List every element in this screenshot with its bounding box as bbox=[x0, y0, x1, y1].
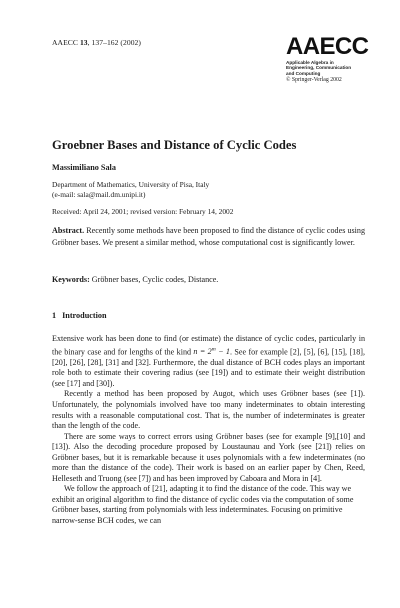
paper-title: Groebner Bases and Distance of Cyclic Codes bbox=[52, 138, 297, 152]
journal-volume: 13 bbox=[79, 38, 88, 47]
section-heading bbox=[52, 311, 107, 320]
journal-reference bbox=[52, 38, 141, 47]
abstract-text: Recently some methods have been proposed to find the distance of cyclic codes using Gröbner bases. We present a similar method, whose computational cost is significantly lower. bbox=[52, 226, 365, 247]
paragraph: We follow the approach of [21], adapting it to find the distance of the code. This way we exhibit an original algorithm to find the distance of cyclic codes via the computation of some Gröbner bases, starting from polynomials with less indeterminates. Focusing on primitive narrow-sense BCH codes, we can bbox=[52, 484, 354, 525]
email-line: (e-mail: sala@mail.dm.unipi.it) bbox=[52, 190, 146, 200]
affiliation-line: Department of Mathematics, University of Pisa, Italy bbox=[52, 180, 210, 189]
journal-pages-year: , 137–162 (2002) bbox=[87, 38, 141, 47]
journal-logo bbox=[286, 33, 369, 84]
paragraph-text: Extensive work has been done to find (or estimate) the distance of cyclic codes, particularly in the binary case and for lengths of the kind bbox=[52, 334, 365, 357]
logo-subtitle-line1: Applicable Algebra in bbox=[286, 60, 334, 65]
author-affiliation bbox=[52, 180, 209, 200]
keywords-text: Gröbner bases, Cyclic codes, Distance. bbox=[91, 275, 219, 284]
paragraph: Recently a method has been proposed by Augot, which uses Gröbner bases (see [1]). Unfortunately, the polynomials involved have too many indeterminates to obtain interesting results with a reasonable computational cost. That is, the number of indeterminates is greater than the length of the code. bbox=[52, 389, 365, 431]
paragraph: There are some ways to correct errors using Gröbner bases (see for example [9],[10] and [13]). Also the decoding procedure proposed by Loustaunau and York (see [21]) relies on Gröbner bases, but it is remarkable because it uses polynomials with a few indeterminates (no more than the distance of the code). Their work is based on an earlier paper by Chen, Reed, Helleseth and Truong (see [7]) and has been improved by Caboara and Mora in [4]. bbox=[52, 431, 365, 483]
math-expression: $n = 2^m - 1$ bbox=[193, 346, 230, 357]
keywords bbox=[52, 275, 218, 284]
section-number: 1 bbox=[52, 311, 57, 320]
section-title: Introduction bbox=[62, 311, 107, 320]
journal-abbrev: AAECC bbox=[52, 38, 78, 47]
keywords-label: Keywords: bbox=[52, 275, 90, 284]
body-text bbox=[52, 334, 365, 527]
logo-subtitle-line3: and Computing bbox=[286, 70, 321, 76]
paragraph-text: . See for example [2], [5], [6], [15], [18], [20], [26], [28], [31] and [32]. Furthermore, the dual distance of BCH codes plays an important role both to estimate their covering radius (see [19]) and to estimate their weight distribution (see [17] and [30]). bbox=[52, 347, 365, 388]
logo-subtitle bbox=[286, 60, 366, 76]
received-dates: Received: April 24, 2001; revised version: February 14, 2002 bbox=[52, 207, 234, 216]
logo-copyright: © Springer-Verlag 2002 bbox=[286, 77, 342, 84]
math-exponent: m bbox=[211, 346, 216, 353]
logo-wordmark: AAECC bbox=[286, 33, 369, 60]
abstract bbox=[52, 225, 365, 248]
paragraph bbox=[52, 334, 365, 389]
abstract-label: Abstract. bbox=[52, 226, 85, 235]
logo-subtitle-line2: Engineering, Communication bbox=[286, 65, 352, 71]
author-name: Massimiliano Sala bbox=[52, 163, 116, 172]
